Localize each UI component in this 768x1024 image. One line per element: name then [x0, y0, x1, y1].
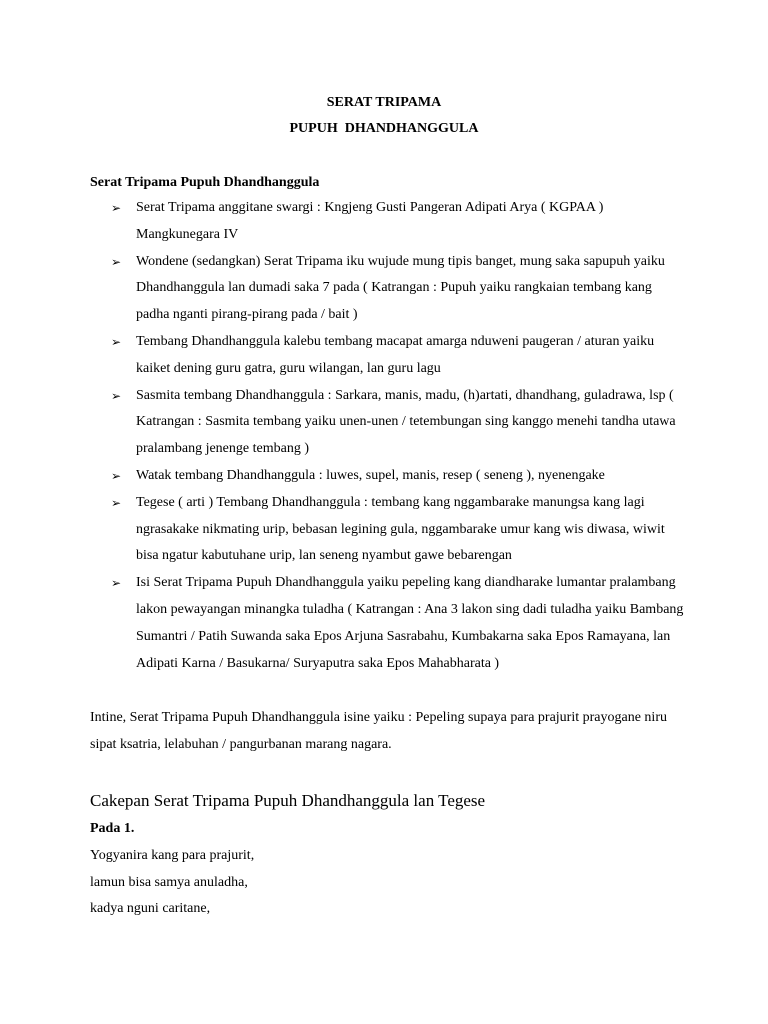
bullet-item: [0, 249, 768, 329]
bullet-item: [0, 383, 768, 463]
bullet-item: [0, 570, 768, 677]
arrow-bullet-icon: ➢: [111, 388, 122, 403]
bullet-text: Sasmita tembang Dhandhanggula : Sarkara, manis, madu, (h)artati, dhandhang, guladrawa, lsp ( Katrangan : Sasmita tembang yaiku unen-unen / tetembungan sing kanggo menehi tandha utawa pralambang jenenge tembang ): [136, 387, 676, 457]
document-subtitle: PUPUH DHANDHANGGULA: [289, 121, 479, 136]
bullet-text: Wondene (sedangkan) Serat Tripama iku wujude mung tipis banget, mung saka sapupuh yaiku Dhandhanggula lan dumadi saka 7 pada ( Katrangan : Pupuh yaiku rangkaian tembang kang padha nganti pirang-pirang pada / bait ): [136, 253, 665, 323]
section2-title: Cakepan Serat Tripama Pupuh Dhandhanggula lan Tegese: [90, 791, 486, 810]
arrow-bullet-icon: ➢: [111, 495, 122, 510]
section-heading: Serat Tripama Pupuh Dhandhanggula: [90, 175, 320, 190]
bullet-item: [0, 463, 768, 490]
arrow-bullet-icon: ➢: [111, 576, 122, 591]
verse-line: Yogyanira kang para prajurit,: [90, 848, 255, 863]
bullet-text: Tembang Dhandhanggula kalebu tembang macapat amarga nduweni paugeran / aturan yaiku kaiket dening guru gatra, guru wilangan, lan guru lagu: [136, 333, 655, 376]
arrow-bullet-icon: ➢: [111, 201, 122, 215]
bullet-item: [0, 329, 768, 383]
bullet-text: Watak tembang Dhandhanggula : luwes, supel, manis, resep ( seneng ), nyenengake: [136, 467, 605, 483]
verse-line: lamun bisa samya anuladha,: [90, 874, 248, 890]
arrow-bullet-icon: ➢: [111, 334, 122, 349]
bullet-text: Serat Tripama anggitane swargi : Kngjeng Gusti Pangeran Adipati Arya ( KGPAA ) Mangkunegara IV: [136, 200, 604, 242]
verse-line: kadya nguni caritane,: [90, 901, 211, 917]
verse-list: [90, 843, 254, 923]
bullet-text: Tegese ( arti ) Tembang Dhandhanggula : tembang kang nggambarake manungsa kang lagi ngrasakake nikmating urip, bebasan legining gula, nggambarake umur kang wis diwasa, wiwit bisa ngatur kabutuhane urip, lan seneng nyambut gawe bebarengan: [136, 494, 665, 564]
arrow-bullet-icon: ➢: [111, 468, 122, 483]
bullet-text: Isi Serat Tripama Pupuh Dhandhanggula yaiku pepeling kang diandharake lumantar pralambang lakon pewayangan minangka tuladha ( Katrangan : Ana 3 lakon sing dadi tuladha yaiku Bambang Sumantri / Patih Suwanda saka Epos Arjuna Sasrabahu, Kumbakarna saka Epos Ramayana, lan Adipati Karna / Basukarna/ Suryaputra saka Epos Mahabharata ): [136, 575, 684, 671]
arrow-bullet-icon: ➢: [111, 254, 122, 269]
pada-label: Pada 1.: [90, 821, 135, 836]
conclusion-paragraph: Intine, Serat Tripama Pupuh Dhandhanggula isine yaiku : Pepeling supaya para prajurit prayogane niru sipat ksatria, lelabuhan / pangurbanan marang nagara.: [90, 710, 667, 752]
bullet-item: [0, 490, 768, 570]
document-title: SERAT TRIPAMA: [326, 95, 442, 110]
bullet-item: [0, 195, 768, 249]
bullet-list: [0, 195, 768, 677]
